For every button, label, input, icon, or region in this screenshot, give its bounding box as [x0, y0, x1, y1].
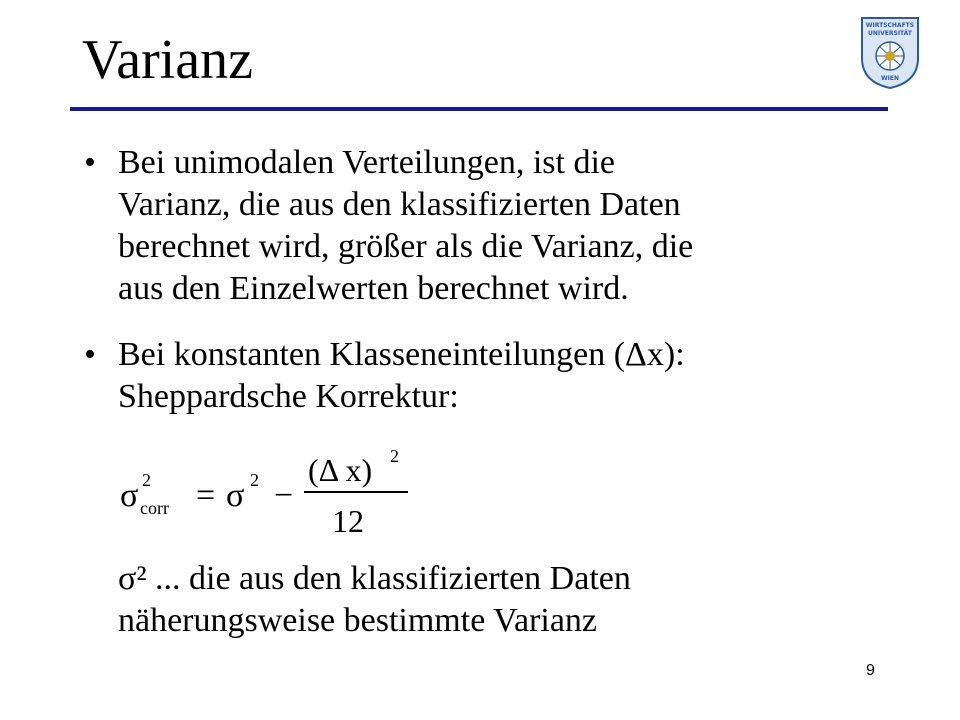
bullet-1-line-3: berechnet wird, größer als die Varianz, die: [118, 228, 694, 265]
bullet-text-2: [118, 334, 878, 418]
bullet-2-line-1: Bei konstanten Klasseneinteilungen (Δx):: [118, 336, 685, 373]
note-line-1: σ² ... die aus den klassifizierten Daten: [118, 560, 631, 597]
logo-top-text: WIRTSCHAFTS: [865, 22, 915, 29]
logo-bottom-text: WIEN: [881, 75, 899, 82]
university-seal-icon: [858, 14, 922, 90]
formula-note: [118, 558, 631, 642]
bullet-2-line-2: Sheppardsche Korrektur:: [118, 378, 459, 415]
formula-sigma-rhs: σ: [226, 477, 245, 514]
page-number: 9: [866, 662, 875, 679]
formula-sigma-lhs: σ: [120, 477, 139, 514]
note-line-2: näherungsweise bestimmte Varianz: [118, 602, 598, 639]
bullet-text-1: [118, 142, 878, 310]
bullet-marker-2: •: [84, 336, 96, 373]
formula-denominator: 12: [332, 503, 364, 538]
bullet-1-line-2: Varianz, die aus den klassifizierten Daten: [118, 186, 681, 223]
logo-mid-text: UNIVERSITÄT: [868, 30, 912, 37]
formula-subscript: corr: [140, 498, 169, 518]
sheppard-formula: [118, 448, 418, 538]
slide-title: Varianz: [82, 29, 254, 91]
formula-exponent-lhs: 2: [142, 470, 151, 490]
formula-exponent-rhs: 2: [250, 470, 259, 490]
formula-equals: =: [196, 477, 216, 514]
title-underline: [70, 107, 888, 111]
formula-minus: −: [274, 477, 294, 514]
bullet-1-line-1: Bei unimodalen Verteilungen, ist die: [118, 144, 616, 181]
formula-numerator: (Δ x): [308, 452, 373, 488]
formula-exponent-num: 2: [390, 448, 399, 466]
bullet-1-line-4: aus den Einzelwerten berechnet wird.: [118, 270, 629, 307]
bullet-marker-1: •: [84, 144, 96, 181]
